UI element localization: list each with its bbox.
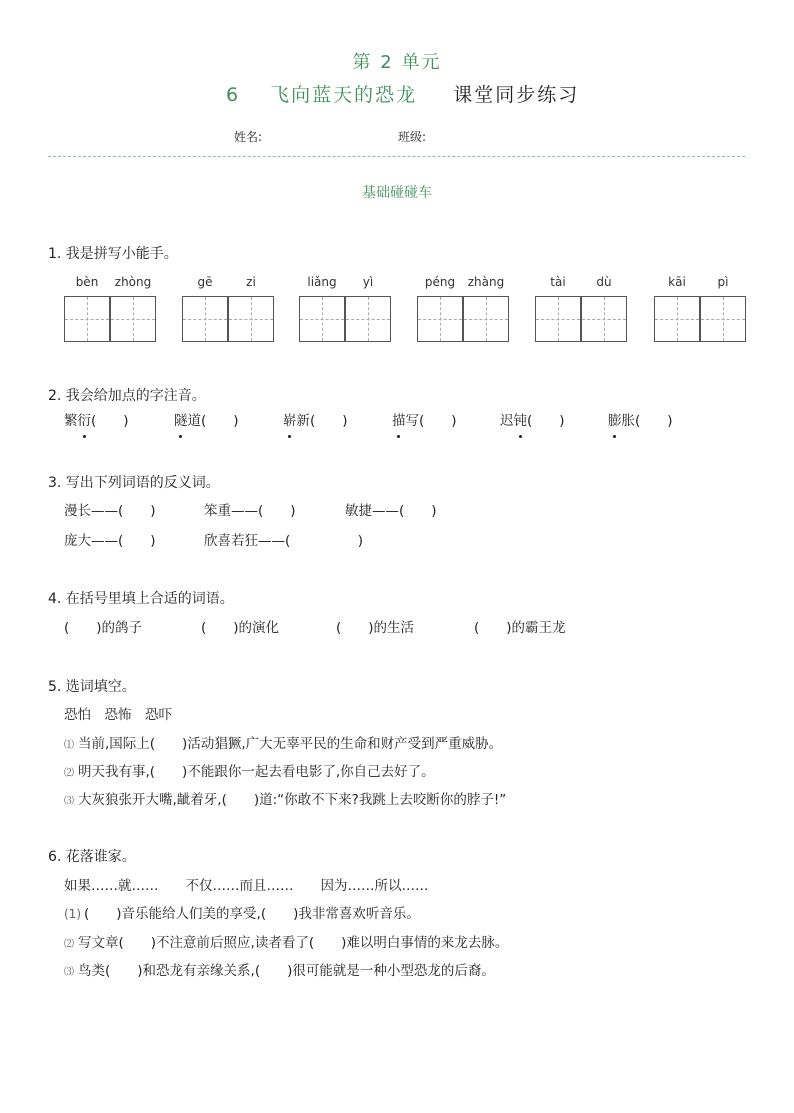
antonym-item[interactable]: 笨重——( ) [204, 503, 296, 519]
lesson-subtitle: 课堂同步练习 [453, 84, 580, 106]
pinyin-label: zi [246, 275, 256, 289]
q2-item[interactable] [608, 409, 673, 429]
q2-title: 2. 我会给加点的字注音。 [48, 388, 206, 404]
sentence-text: 明天我有事,( )不能跟你一起去看电影了,你自己去好了。 [78, 764, 435, 780]
antonym-item[interactable]: 庞大——( ) [64, 533, 156, 549]
emphasis-dot [397, 435, 400, 438]
antonym-item[interactable]: 欣喜若狂——( ) [204, 533, 364, 549]
writing-box[interactable] [535, 296, 581, 342]
q5-word-bank: 恐怕 恐怖 恐吓 [64, 707, 172, 723]
writing-box[interactable] [345, 296, 391, 342]
q2-item[interactable] [283, 409, 348, 429]
dotted-char: 膨 [608, 409, 622, 429]
sentence-text: ( )音乐能给人们美的享受,( )我非常喜欢听音乐。 [84, 906, 420, 922]
item-number: ⑶ [64, 967, 74, 978]
fill-item[interactable]: ( )的霸王龙 [474, 620, 566, 636]
dotted-char: 钝 [514, 409, 528, 429]
writing-box[interactable] [463, 296, 509, 342]
sentence-text: 当前,国际上( )活动猖獗,广大无辜平民的生命和财产受到严重威胁。 [78, 736, 503, 752]
q2-suffix: 道( ) [187, 413, 239, 429]
q2-suffix: 新( ) [296, 413, 348, 429]
pinyin-label: yì [362, 275, 374, 289]
antonym-item[interactable]: 敏捷——( ) [345, 503, 437, 519]
item-number: ⑴ [64, 740, 74, 751]
writing-box[interactable] [417, 296, 463, 342]
emphasis-dot [288, 435, 291, 438]
item-number: ⑶ [64, 796, 74, 807]
item-number: (1) [64, 907, 81, 921]
class-label: 班级: [398, 130, 427, 144]
pinyin-label: tài [550, 275, 566, 289]
sentence-text: 大灰狼张开大嘴,龇着牙,( )道:“你敢不下来?我跳上去咬断你的脖子!” [78, 792, 507, 808]
q5-sentence-3[interactable] [64, 788, 506, 808]
q6-title: 6. 花落谁家。 [48, 849, 136, 865]
q2-suffix: 写( ) [405, 413, 457, 429]
q2-suffix: 胀( ) [621, 413, 673, 429]
lesson-name: 飞向蓝天的恐龙 [270, 84, 418, 106]
lesson-title [226, 80, 579, 107]
pinyin-label: zhòng [114, 275, 152, 289]
writing-box[interactable] [64, 296, 110, 342]
writing-box[interactable] [299, 296, 345, 342]
q5-title: 5. 选词填空。 [48, 679, 136, 695]
q2-prefix: 迟 [500, 413, 514, 429]
lesson-number: 6 [226, 84, 241, 106]
q6-sentence-3[interactable] [64, 959, 495, 979]
item-number: ⑵ [64, 939, 74, 950]
pinyin-label: bèn [75, 275, 99, 289]
writing-box[interactable] [228, 296, 274, 342]
dotted-char: 崭 [283, 409, 297, 429]
writing-box[interactable] [581, 296, 627, 342]
q4-title: 4. 在括号里填上合适的词语。 [48, 591, 234, 607]
dotted-char: 描 [392, 409, 406, 429]
pinyin-label: zhàng [467, 275, 505, 289]
writing-box[interactable] [700, 296, 746, 342]
q5-sentence-2[interactable] [64, 760, 435, 780]
name-label: 姓名: [234, 130, 263, 144]
q2-item[interactable] [500, 409, 565, 429]
q2-suffix: ( ) [527, 413, 565, 429]
dotted-char: 衍 [78, 409, 92, 429]
emphasis-dot [519, 435, 522, 438]
fill-item[interactable]: ( )的生活 [336, 620, 415, 636]
q2-item[interactable] [174, 409, 239, 429]
pinyin-label: pì [717, 275, 729, 289]
pinyin-label: gē [197, 275, 213, 289]
pinyin-label: péng [424, 275, 456, 289]
antonym-item[interactable]: 漫长——( ) [64, 503, 156, 519]
q5-sentence-1[interactable] [64, 732, 502, 752]
q2-item[interactable] [392, 409, 457, 429]
pinyin-label: kāi [668, 275, 686, 289]
q3-title: 3. 写出下列词语的反义词。 [48, 475, 220, 491]
emphasis-dot [179, 435, 182, 438]
unit-title: 第 2 单元 [352, 52, 442, 73]
q6-sentence-2[interactable] [64, 931, 508, 951]
section-title: 基础碰碰车 [362, 185, 432, 201]
q2-suffix: ( ) [91, 413, 129, 429]
sentence-text: 鸟类( )和恐龙有亲缘关系,( )很可能就是一种小型恐龙的后裔。 [78, 963, 495, 979]
writing-box[interactable] [110, 296, 156, 342]
emphasis-dot [83, 435, 86, 438]
q1-title: 1. 我是拼写小能手。 [48, 246, 178, 262]
writing-box[interactable] [654, 296, 700, 342]
q6-word-bank: 如果……就…… 不仅……而且…… 因为……所以…… [64, 878, 429, 894]
writing-box[interactable] [182, 296, 228, 342]
q2-item[interactable] [64, 409, 129, 429]
item-number: ⑵ [64, 768, 74, 779]
fill-item[interactable]: ( )的演化 [201, 620, 280, 636]
q6-sentence-1[interactable] [64, 902, 420, 922]
pinyin-label: liǎng [307, 275, 337, 289]
dotted-char: 隧 [174, 409, 188, 429]
emphasis-dot [613, 435, 616, 438]
fill-item[interactable]: ( )的鸽子 [64, 620, 143, 636]
pinyin-label: dù [596, 275, 612, 289]
q2-prefix: 繁 [64, 413, 78, 429]
dashed-divider [48, 156, 745, 157]
sentence-text: 写文章( )不注意前后照应,读者看了( )难以明白事情的来龙去脉。 [78, 935, 509, 951]
